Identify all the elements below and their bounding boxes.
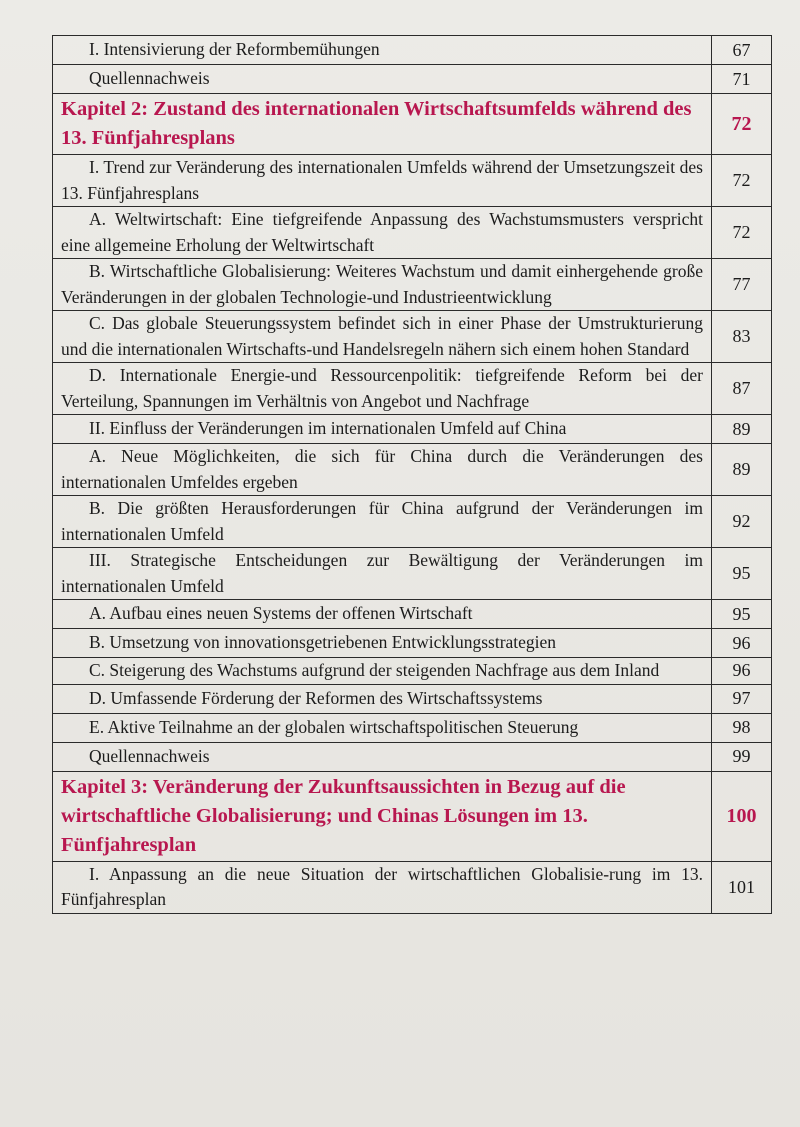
toc-page-number: 87 — [712, 363, 772, 415]
toc-row — [53, 861, 772, 913]
toc-entry-title: D. Internationale Energie-und Ressourcenpolitik: tiefgreifende Reform bei der Verteilung, Spannungen im Verhältnis von Angebot und Nachfrage — [53, 363, 712, 415]
toc-chapter-title: Kapitel 2: Zustand des internationalen Wirtschaftsumfelds während des 13. Fünfjahresplans — [53, 94, 712, 155]
toc-page-number: 96 — [712, 629, 772, 658]
toc-row — [53, 65, 772, 94]
toc-page-number: 67 — [712, 36, 772, 65]
toc-entry-title: I. Anpassung an die neue Situation der wirtschaftlichen Globalisie-rung im 13. Fünfjahresplan — [53, 861, 712, 913]
toc-page-number: 97 — [712, 684, 772, 713]
toc-entry-title: A. Weltwirtschaft: Eine tiefgreifende Anpassung des Wachstumsmusters verspricht eine allgemeine Erholung der Weltwirtschaft — [53, 207, 712, 259]
toc-chapter-row — [53, 94, 772, 155]
toc-entry-title: I. Intensivierung der Reformbemühungen — [53, 36, 712, 65]
toc-entry-title: C. Steigerung des Wachstums aufgrund der steigenden Nachfrage aus dem Inland — [53, 658, 712, 685]
toc-row — [53, 155, 772, 207]
toc-page-number: 95 — [712, 548, 772, 600]
toc-row — [53, 363, 772, 415]
toc-entry-title: E. Aktive Teilnahme an der globalen wirtschaftspolitischen Steuerung — [53, 713, 712, 742]
toc-page-number: 89 — [712, 415, 772, 444]
toc-page-number: 99 — [712, 742, 772, 771]
toc-page-number: 71 — [712, 65, 772, 94]
toc-row — [53, 548, 772, 600]
toc-row — [53, 444, 772, 496]
toc-entry-title: A. Aufbau eines neuen Systems der offenen Wirtschaft — [53, 600, 712, 629]
toc-page-number: 83 — [712, 311, 772, 363]
toc-entry-title: III. Strategische Entscheidungen zur Bewältigung der Veränderungen im internationalen Umfeld — [53, 548, 712, 600]
toc-entry-title: A. Neue Möglichkeiten, die sich für China durch die Veränderungen des internationalen Umfeldes ergeben — [53, 444, 712, 496]
toc-row — [53, 36, 772, 65]
toc-chapter-row — [53, 771, 772, 861]
toc-row — [53, 600, 772, 629]
toc-row — [53, 415, 772, 444]
toc-page-number: 101 — [712, 861, 772, 913]
toc-row — [53, 629, 772, 658]
toc-row — [53, 207, 772, 259]
toc-row — [53, 658, 772, 685]
toc-page-number: 96 — [712, 658, 772, 685]
toc-chapter-title: Kapitel 3: Veränderung der Zukunftsaussichten in Bezug auf die wirtschaftliche Globalisierung; und Chinas Lösungen im 13. Fünfjahresplan — [53, 771, 712, 861]
toc-entry-title: B. Umsetzung von innovationsgetriebenen Entwicklungsstrategien — [53, 629, 712, 658]
toc-page-number: 89 — [712, 444, 772, 496]
toc-page-number: 77 — [712, 259, 772, 311]
toc-row — [53, 496, 772, 548]
toc-entry-title: B. Wirtschaftliche Globalisierung: Weiteres Wachstum und damit einhergehende große Veränderungen in der globalen Technologie-und Industrieentwicklung — [53, 259, 712, 311]
toc-row — [53, 713, 772, 742]
toc-chapter-page-number: 100 — [712, 771, 772, 861]
table-of-contents — [52, 35, 772, 914]
toc-entry-title: I. Trend zur Veränderung des internationalen Umfelds während der Umsetzungszeit des 13. Fünfjahresplans — [53, 155, 712, 207]
toc-entry-title: Quellennachweis — [53, 742, 712, 771]
toc-row — [53, 742, 772, 771]
toc-page-number: 92 — [712, 496, 772, 548]
toc-row — [53, 311, 772, 363]
toc-chapter-page-number: 72 — [712, 94, 772, 155]
toc-page-number: 72 — [712, 207, 772, 259]
toc-entry-title: C. Das globale Steuerungssystem befindet sich in einer Phase der Umstrukturierung und die internationalen Wirtschafts-und Handelsregeln nähern sich einem hohen Standard — [53, 311, 712, 363]
toc-row — [53, 684, 772, 713]
toc-page-number: 98 — [712, 713, 772, 742]
toc-entry-title: D. Umfassende Förderung der Reformen des Wirtschaftssystems — [53, 684, 712, 713]
toc-entry-title: II. Einfluss der Veränderungen im internationalen Umfeld auf China — [53, 415, 712, 444]
toc-page-number: 95 — [712, 600, 772, 629]
toc-entry-title: B. Die größten Herausforderungen für China aufgrund der Veränderungen im internationalen Umfeld — [53, 496, 712, 548]
toc-row — [53, 259, 772, 311]
toc-page-number: 72 — [712, 155, 772, 207]
toc-entry-title: Quellennachweis — [53, 65, 712, 94]
